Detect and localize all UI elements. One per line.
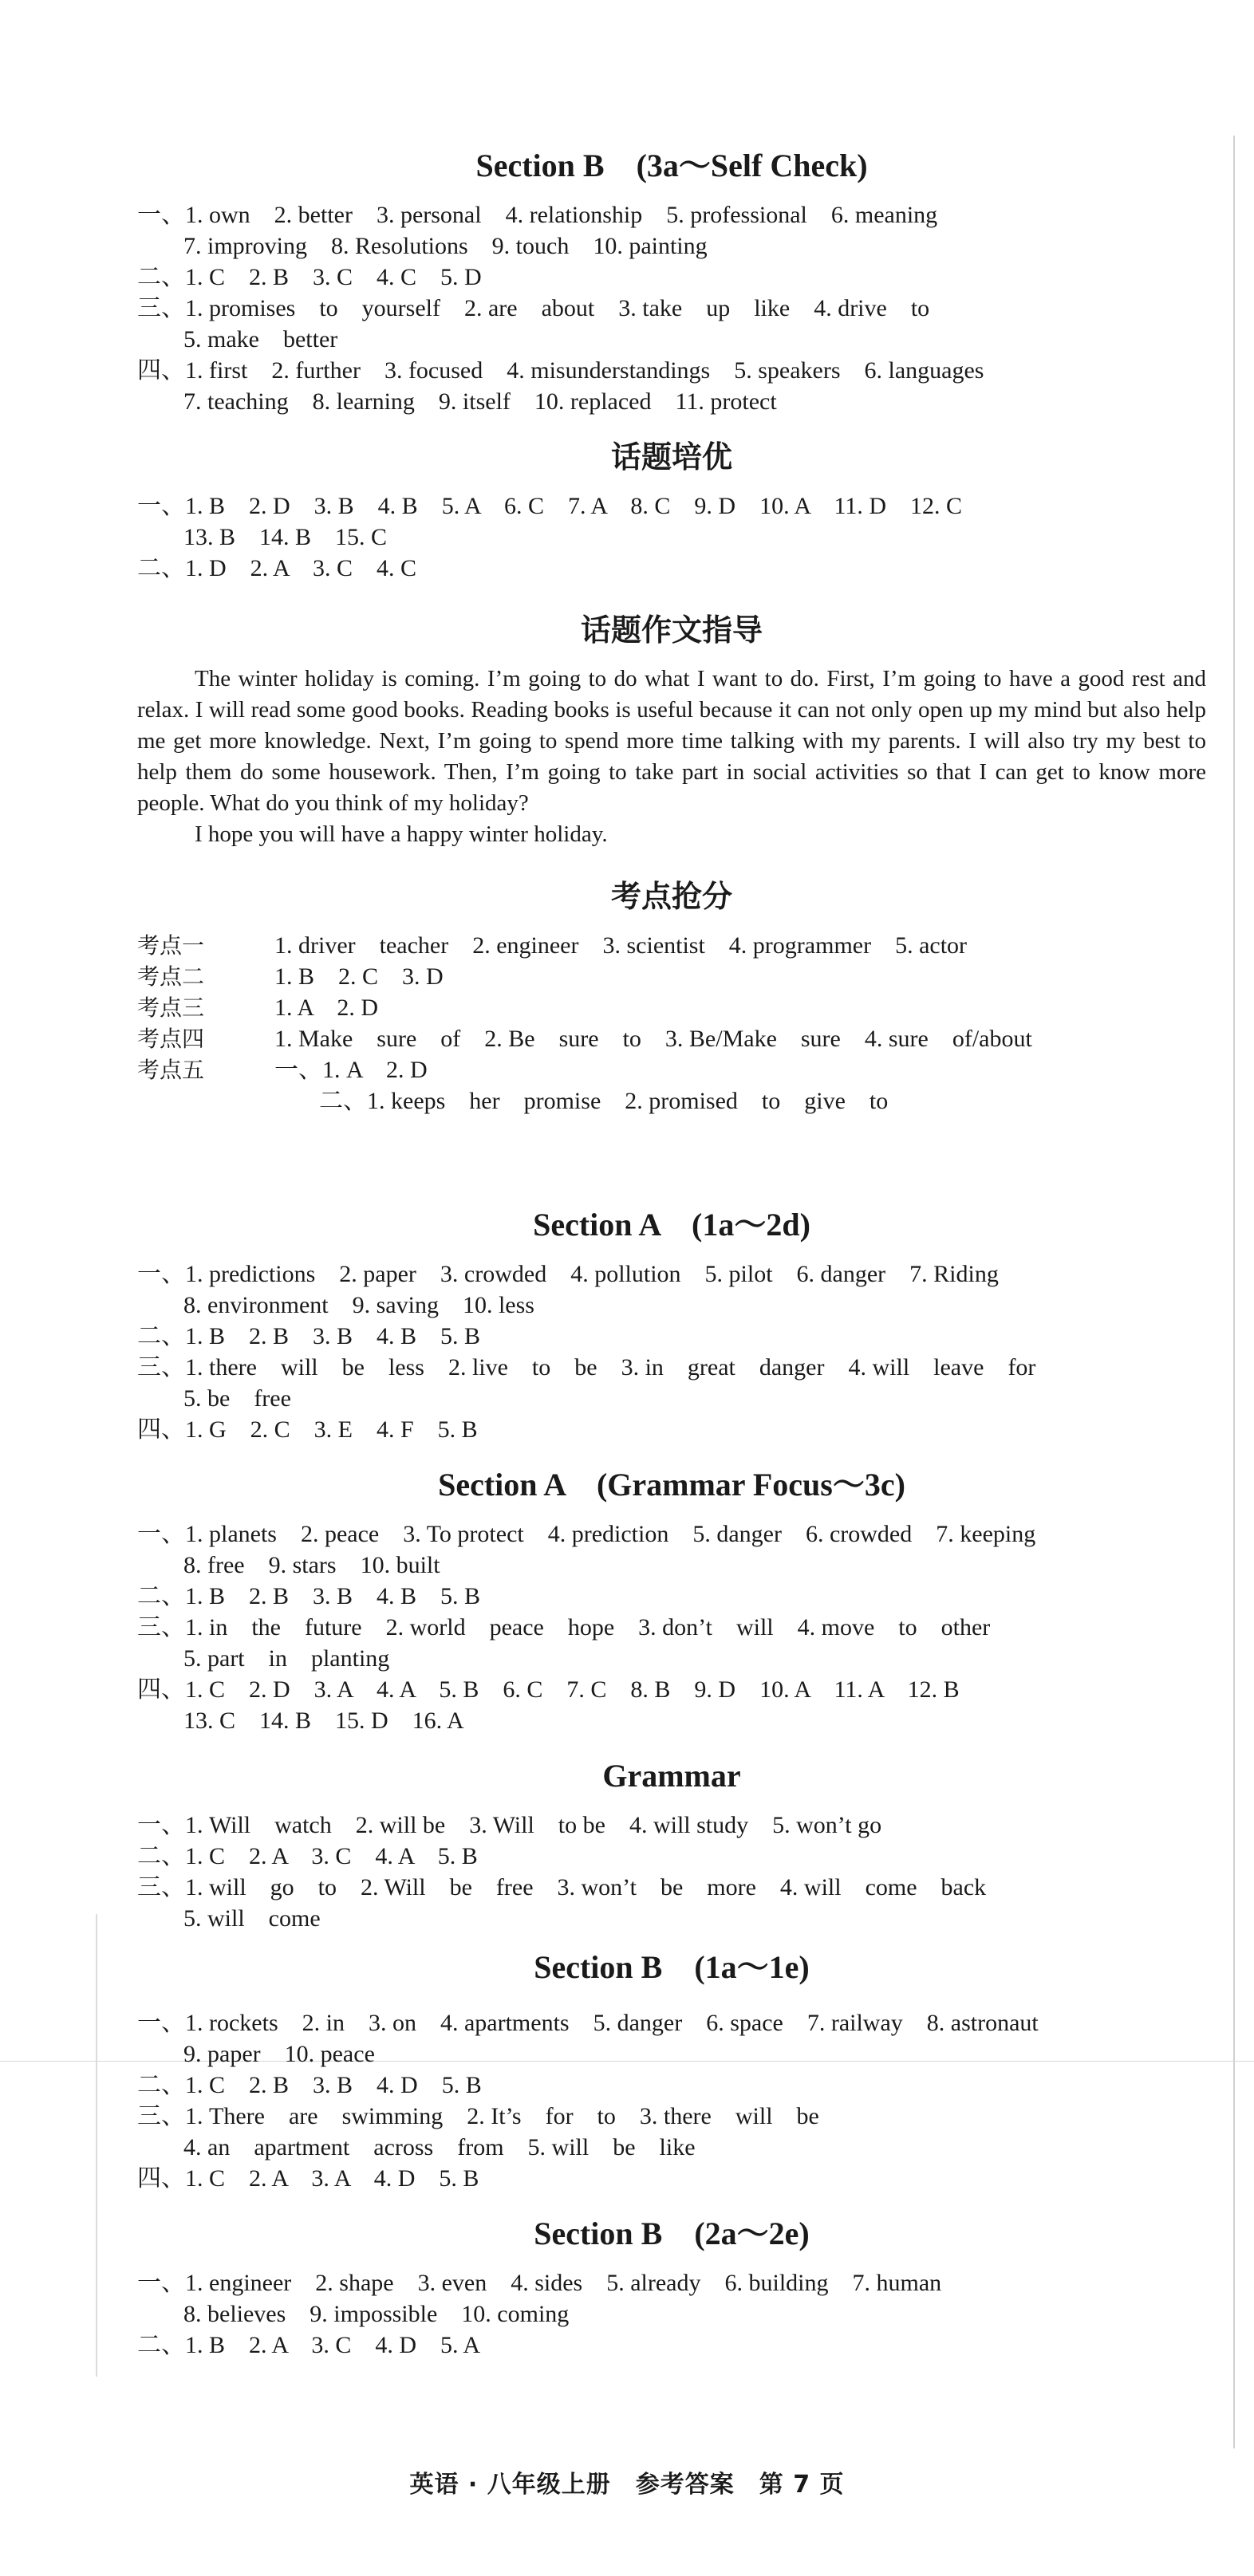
answer-line: 二、1. D 2. A 3. C 4. C (137, 555, 417, 581)
key-point-label: 考点五 (137, 1057, 205, 1083)
answer-line: 三、1. in the future 2. world peace hope 3. don’t will 4. move to other (137, 1614, 991, 1641)
answer-line: 一、1. B 2. D 3. B 4. B 5. A 6. C 7. A 8. C 9. D 10. A 11. D 12. C (137, 493, 963, 519)
answer-line: 一、1. rockets 2. in 3. on 4. apartments 5. danger 6. space 7. railway 8. astronaut (137, 2010, 1039, 2036)
answer-line: 8. free 9. stars 10. built (183, 1552, 440, 1578)
answer-content (137, 144, 1206, 2361)
answer-line: 二、1. B 2. B 3. B 4. B 5. B (137, 1323, 481, 1349)
key-point-answer: 1. A 2. D (274, 995, 379, 1021)
section-title: Section B (2a～2e) (534, 2216, 810, 2251)
key-point-label: 考点三 (137, 995, 205, 1021)
key-point-row (137, 1023, 1206, 1054)
key-point-answer: 1. B 2. C 3. D (274, 963, 444, 990)
answer-line: 二、1. C 2. B 3. B 4. D 5. B (137, 2072, 482, 2098)
section-title: Section B (3a～Self Check) (475, 148, 868, 183)
answer-line: 三、1. promises to yourself 2. are about 3. take up like 4. drive to (137, 295, 930, 321)
answer-line: 二、1. C 2. B 3. C 4. C 5. D (137, 264, 482, 290)
unit-title (137, 1134, 1206, 1179)
essay-paragraph: The winter holiday is coming. I’m going to do what I want to do. First, I’m going to have a good rest and relax. I will read some good books. Reading books is useful because it can not only open up my mind but also help me get more knowledge. Next, I’m going to spend more time talking with my parents. I will also try my best to help them do some housework. Then, I’m going to take part in social activities so that I can get to know more people. What do you think of my holiday? (137, 666, 1206, 816)
key-point-row (137, 930, 1206, 961)
answer-line: 四、1. C 2. D 3. A 4. A 5. B 6. C 7. C 8. B 9. D 10. A 11. A 12. B (137, 1676, 960, 1703)
answer-line: 二、1. B 2. B 3. B 4. B 5. B (137, 1583, 481, 1609)
page-footer: 英语 · 八年级上册 参考答案 第 7 页 (409, 2471, 845, 2499)
answer-line: 三、1. will go to 2. Will be free 3. won’t be more 4. will come back (137, 1874, 987, 1900)
answer-line: 5. be free (183, 1385, 291, 1412)
answer-line: 四、1. first 2. further 3. focused 4. misunderstandings 5. speakers 6. languages (137, 357, 984, 384)
key-point-row (137, 992, 1206, 1023)
essay-paragraph: I hope you will have a happy winter holiday. (195, 821, 608, 847)
answer-line: 二、1. B 2. A 3. C 4. D 5. A (137, 2332, 481, 2358)
key-point-row (137, 961, 1206, 992)
key-point-label: 考点二 (137, 963, 205, 990)
answer-line: 二、1. keeps her promise 2. promised to give to (319, 1088, 889, 1114)
section-title: Section B (1a～1e) (534, 1949, 810, 1985)
answer-line: 四、1. G 2. C 3. E 4. F 5. B (137, 1416, 478, 1443)
answer-line: 7. teaching 8. learning 9. itself 10. replaced 11. protect (183, 388, 777, 415)
answer-line: 一、1. predictions 2. paper 3. crowded 4. pollution 5. pilot 6. danger 7. Riding (137, 1261, 999, 1287)
answer-line: 8. believes 9. impossible 10. coming (183, 2301, 570, 2327)
answer-line: 5. part in planting (183, 1645, 390, 1672)
section-title: Grammar (602, 1758, 741, 1794)
answer-line: 四、1. C 2. A 3. A 4. D 5. B (137, 2165, 479, 2192)
answer-line: 一、1. Will watch 2. will be 3. Will to be 4. will study 5. won’t go (137, 1812, 882, 1838)
answer-line: 7. improving 8. Resolutions 9. touch 10. painting (183, 233, 708, 259)
key-point-answer: 1. driver teacher 2. engineer 3. scientist 4. programmer 5. actor (274, 932, 968, 959)
key-point-answer: 1. Make sure of 2. Be sure to 3. Be/Make sure 4. sure of/about (274, 1026, 1032, 1052)
section-title: Section A (Grammar Focus～3c) (438, 1467, 905, 1503)
answer-line: 9. paper 10. peace (183, 2041, 375, 2067)
answer-line: 二、1. C 2. A 3. C 4. A 5. B (137, 1843, 478, 1869)
answer-line: 5. make better (183, 326, 338, 353)
section-title: 考点抢分 (610, 879, 732, 914)
key-point-row (137, 1054, 1206, 1085)
answer-line: 13. B 14. B 15. C (183, 524, 388, 550)
answer-line: 三、1. there will be less 2. live to be 3. in great danger 4. will leave for (137, 1354, 1036, 1381)
key-point-label: 考点一 (137, 932, 205, 959)
key-point-label: 考点四 (137, 1026, 205, 1052)
section-title: 话题作文指导 (580, 612, 763, 648)
answer-line: 4. an apartment across from 5. will be like (183, 2134, 696, 2160)
answer-line: 三、1. There are swimming 2. It’s for to 3. there will be (137, 2103, 819, 2129)
answer-line: 5. will come (183, 1905, 321, 1932)
answer-line: 8. environment 9. saving 10. less (183, 1292, 534, 1318)
section-title: Section A (1a～2d) (533, 1207, 810, 1243)
key-point-answer: 一、1. A 2. D (274, 1057, 428, 1083)
answer-line: 一、1. engineer 2. shape 3. even 4. sides 5. already 6. building 7. human (137, 2270, 942, 2296)
answer-line: 13. C 14. B 15. D 16. A (183, 1707, 464, 1734)
answer-line: 一、1. own 2. better 3. personal 4. relationship 5. professional 6. meaning (137, 202, 938, 228)
page-edge-rule (1233, 136, 1235, 2448)
answer-line: 一、1. planets 2. peace 3. To protect 4. prediction 5. danger 6. crowded 7. keeping (137, 1521, 1036, 1547)
section-title: 话题培优 (610, 439, 732, 475)
binding-rule (96, 1914, 97, 2377)
